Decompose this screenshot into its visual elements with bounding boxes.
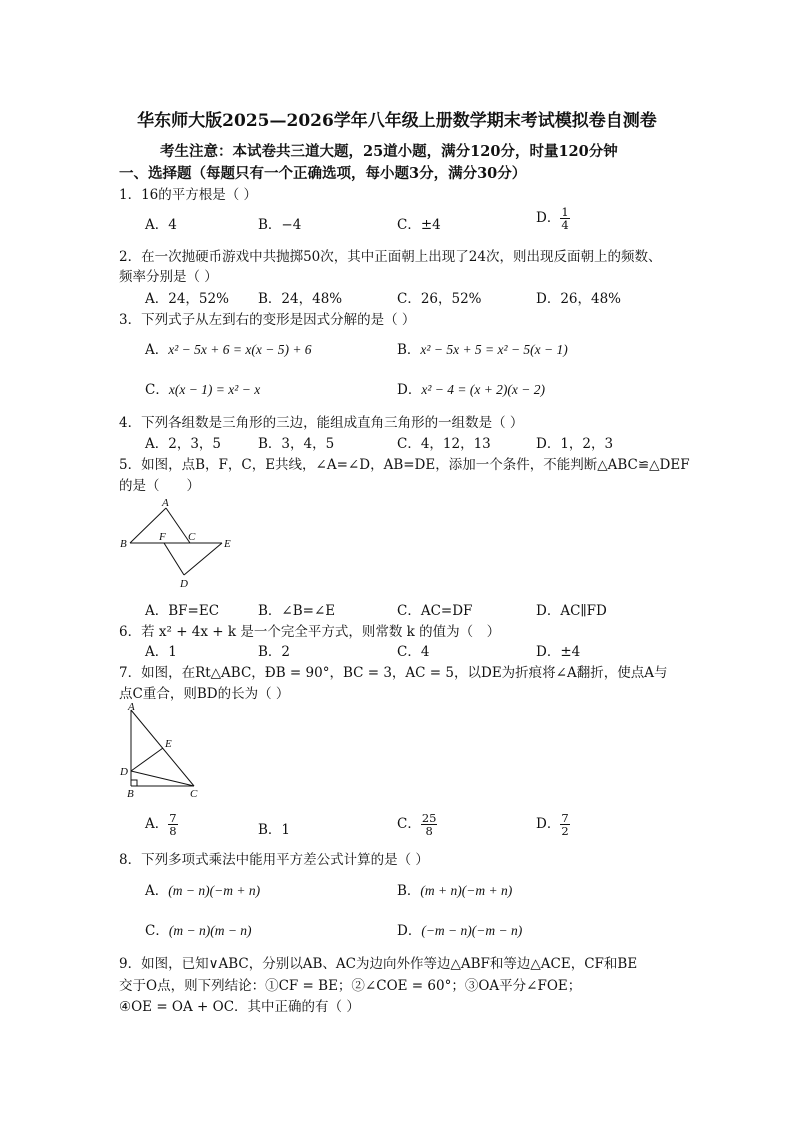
option-prefix: A．	[145, 342, 169, 358]
question-2-option-d: D．26，48%	[536, 291, 622, 307]
question-3-option-b	[397, 338, 568, 358]
line-ac	[166, 508, 190, 543]
question-2-option-c: C．26，52%	[397, 291, 482, 307]
question-3-stem: 3．下列式子从左到右的变形是因式分解的是（ ）	[119, 312, 416, 328]
question-9-line-1: 9．如图，已知∨ABC，分别以AB、AC为边向外作等边△ABF和等边△ACE，CF和BE	[119, 956, 638, 972]
question-1-option-b: B．−4	[258, 217, 302, 233]
option-prefix: C．	[145, 382, 169, 398]
question-3-option-a	[145, 338, 312, 358]
question-5-option-d: D．AC∥FD	[536, 603, 607, 619]
question-4-option-c: C．4，12，13	[397, 436, 491, 452]
label-d: D	[120, 766, 128, 778]
denominator: 8	[169, 824, 177, 838]
math-expression: (m − n)(m − n)	[168, 923, 252, 938]
question-7-option-a	[145, 812, 178, 837]
line-de	[184, 543, 222, 575]
math-expression: x² − 5x + 6 = x(x − 5) + 6	[168, 342, 312, 357]
question-5-line-1: 5．如图，点B，F，C，E共线，∠A=∠D，AB=DE，添加一个条件，不能判断△ABC≌△DEF	[119, 457, 690, 473]
label-c: C	[188, 531, 196, 543]
line-fd	[164, 543, 184, 575]
question-8-option-d	[397, 919, 522, 939]
question-9-line-3: ④OE = OA + OC．其中正确的有（ ）	[119, 999, 360, 1015]
denominator: 8	[425, 824, 433, 838]
line-de	[131, 748, 163, 771]
question-2-option-b: B．24，48%	[258, 291, 343, 307]
question-7-option-d	[536, 812, 570, 837]
fraction	[560, 812, 569, 837]
question-6-option-a: A．1	[145, 644, 177, 660]
question-5-option-b: B．∠B=∠E	[258, 603, 336, 619]
option-prefix: D．	[536, 816, 561, 832]
question-7-figure	[118, 702, 208, 802]
section-heading: 一、选择题（每题只有一个正确选项，每小题3分，满分30分）	[119, 165, 527, 182]
numerator: 7	[169, 811, 177, 825]
question-8-option-c	[145, 919, 252, 939]
fraction	[560, 206, 569, 231]
math-expression: x² − 4 = (x + 2)(x − 2)	[421, 382, 546, 397]
label-f: F	[159, 531, 166, 543]
numerator: 1	[561, 205, 569, 219]
exam-notice: 考生注意：本试卷共三道大题，25道小题，满分120分，时量120分钟	[160, 143, 618, 160]
question-5-option-a: A．BF=EC	[145, 603, 220, 619]
numerator: 25	[421, 811, 437, 825]
label-e: E	[224, 538, 231, 550]
question-4-option-a: A．2，3，5	[145, 436, 222, 452]
option-prefix: D．	[536, 210, 561, 226]
question-6-option-b: B．2	[258, 644, 291, 660]
question-6-option-c: C．4	[397, 644, 430, 660]
fraction	[421, 812, 438, 837]
option-prefix: D．	[397, 382, 422, 398]
option-prefix: B．	[397, 883, 421, 899]
question-4-option-d: D．1，2，3	[536, 436, 614, 452]
label-e: E	[165, 738, 172, 750]
option-prefix: B．	[397, 342, 421, 358]
numerator: 7	[561, 811, 569, 825]
question-2-option-a: A．24，52%	[145, 291, 229, 307]
question-8-option-a	[145, 879, 260, 899]
label-b: B	[120, 538, 127, 550]
question-1-option-a: A．4	[145, 217, 177, 233]
math-expression: x(x − 1) = x² − x	[168, 382, 261, 397]
question-8-stem: 8．下列多项式乘法中能用平方差公式计算的是（ ）	[119, 852, 429, 868]
label-d: D	[180, 578, 188, 590]
option-prefix: A．	[145, 883, 169, 899]
label-c: C	[190, 788, 198, 800]
question-6-stem: 6．若 x² + 4x + k 是一个完全平方式，则常数 k 的值为（ ）	[119, 624, 501, 640]
question-7-line-2: 点C重合，则BD的长为（ ）	[119, 686, 290, 702]
question-5-figure	[118, 497, 238, 592]
question-7-option-b: B．1	[258, 822, 291, 838]
label-a: A	[128, 701, 135, 713]
question-2-line-2: 频率分别是（ ）	[119, 269, 218, 285]
question-9-line-2: 交于O点，则下列结论：①CF = BE；②∠COE = 60°；③OA平分∠FOE；	[119, 978, 582, 994]
denominator: 4	[561, 218, 569, 232]
fraction	[168, 812, 177, 837]
question-3-option-c	[145, 378, 260, 398]
question-5-line-2: 的是（ ）	[119, 478, 200, 494]
question-8-option-b	[397, 879, 512, 899]
math-expression: (m + n)(−m + n)	[420, 883, 513, 898]
option-prefix: C．	[397, 816, 421, 832]
question-3-option-d	[397, 378, 545, 398]
label-b: B	[127, 788, 134, 800]
math-expression: (−m − n)(−m − n)	[421, 923, 523, 938]
option-prefix: D．	[397, 923, 422, 939]
question-2-line-1: 2．在一次抛硬币游戏中共抛掷50次，其中正面朝上出现了24次，则出现反面朝上的频数、	[119, 249, 662, 265]
page-title: 华东师大版2025—2026学年八年级上册数学期末考试模拟卷自测卷	[137, 111, 657, 131]
question-4-option-b: B．3，4，5	[258, 436, 335, 452]
math-expression: x² − 5x + 5 = x² − 5(x − 1)	[420, 342, 568, 357]
math-expression: (m − n)(−m + n)	[168, 883, 261, 898]
option-prefix: C．	[145, 923, 169, 939]
question-7-option-c	[397, 812, 437, 837]
right-angle-mark	[131, 780, 137, 786]
question-7-line-1: 7．如图，在Rt△ABC，ÐB = 90°，BC = 3，AC = 5，以DE为折痕将∠A翻折，使点A与	[119, 665, 668, 681]
denominator: 2	[561, 824, 569, 838]
line-dc	[131, 771, 194, 786]
question-1-option-c: C．±4	[397, 217, 441, 233]
question-4-stem: 4．下列各组数是三角形的三边，能组成直角三角形的一组数是（ ）	[119, 415, 524, 431]
label-a: A	[162, 497, 169, 509]
question-1-stem: 1．16的平方根是（ ）	[119, 187, 258, 203]
question-1-option-d	[536, 206, 570, 231]
option-prefix: A．	[145, 816, 169, 832]
question-5-option-c: C．AC=DF	[397, 603, 473, 619]
question-6-option-d: D．±4	[536, 644, 581, 660]
